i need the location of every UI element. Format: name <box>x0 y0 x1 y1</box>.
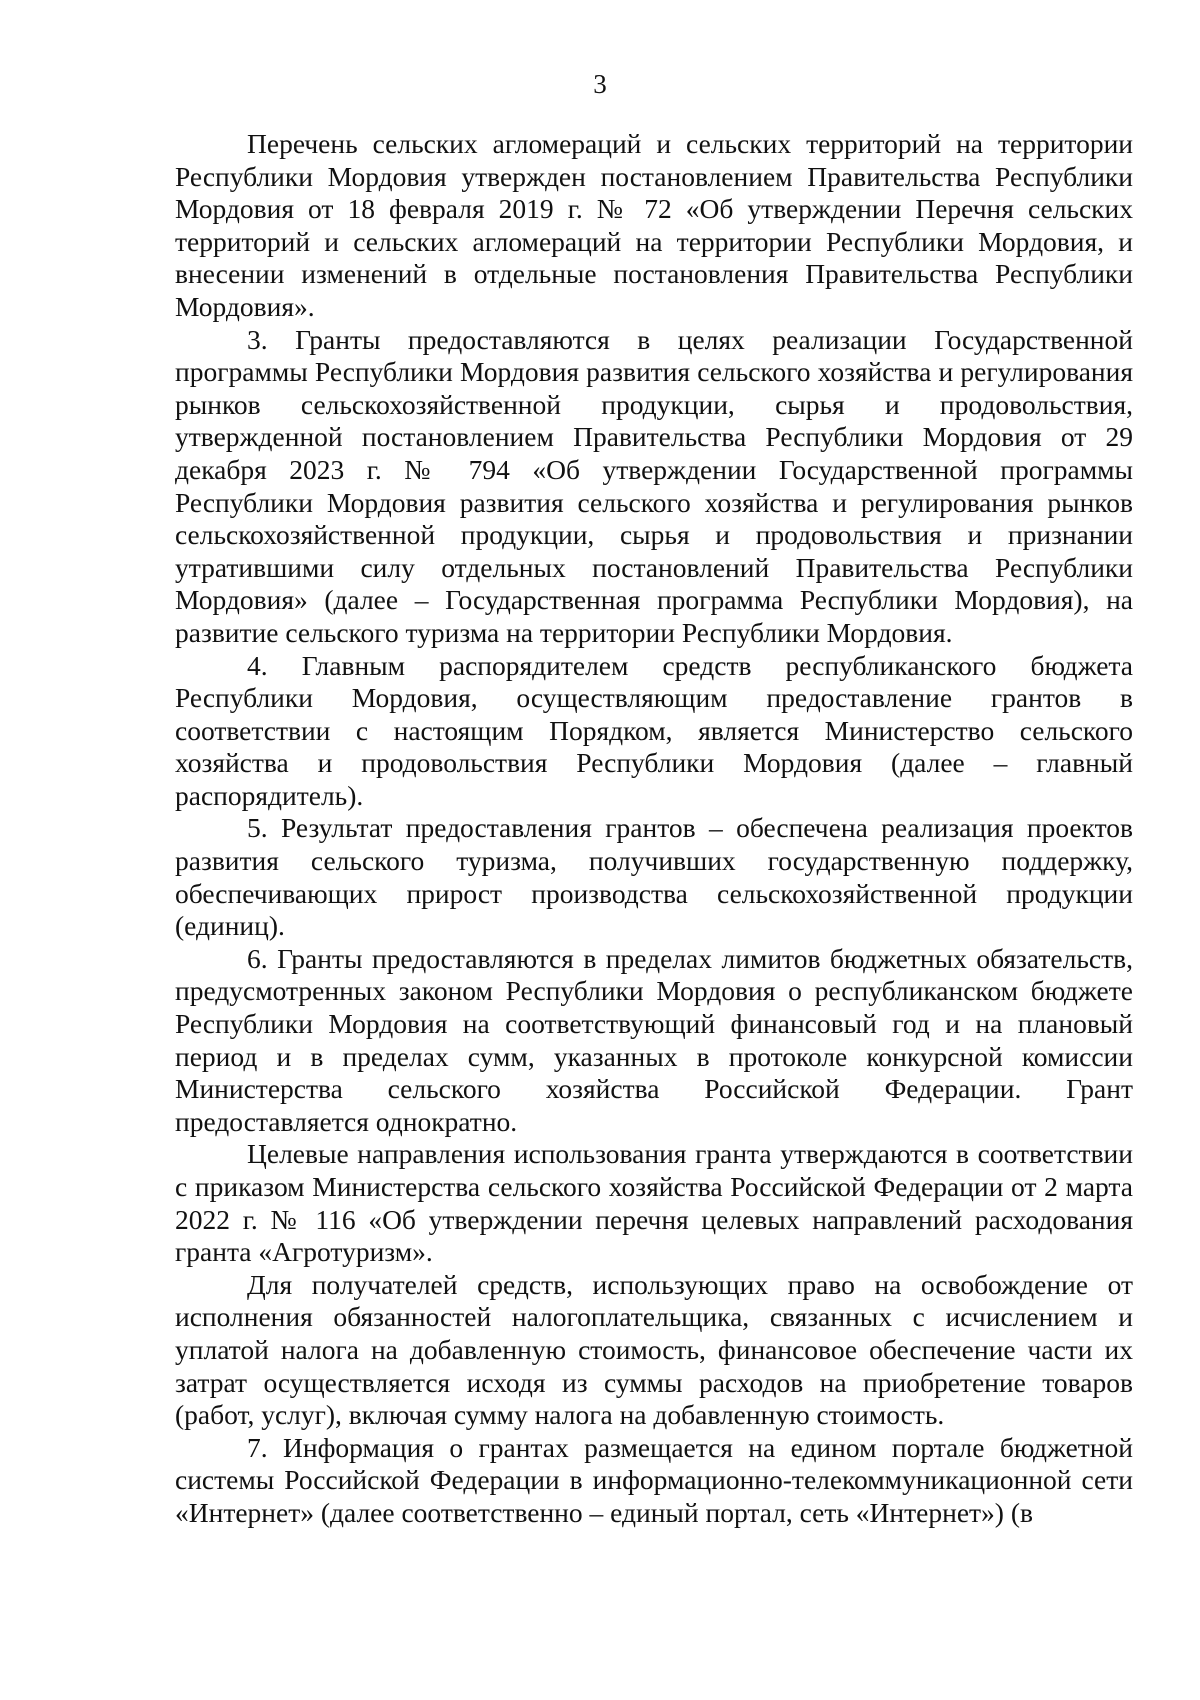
paragraph-3-grant-purpose: 3. Гранты предоставляются в целях реализации Государственной программы Республики Мордовия развития сельского хозяйства и регулирования рынков сельскохозяйственной продукции, сырья и продовольствия, утвержденной постановлением Правительства Республики Мордовия от 29 декабря 2023 г. № 794 «Об утверждении Государственной программы Республики Мордовия развития сельского хозяйства и регулирования рынков сельскохозяйственной продукции, сырья и продовольствия и признании утратившими силу отдельных постановлений Правительства Республики Мордовия» (далее – Государственная программа Республики Мордовия), на развитие сельского туризма на территории Республики Мордовия. <box>175 323 1133 648</box>
paragraph-agglomerations-list: Перечень сельских агломераций и сельских территорий на территории Республики Мордовия утвержден постановлением Правительства Республики Мордовия от 18 февраля 2019 г. № 72 «Об утверждении Перечня сельских территорий и сельских агломераций на территории Республики Мордовия, и внесении изменений в отдельные постановления Правительства Республики Мордовия». <box>175 128 1133 322</box>
paragraph-5-grant-result: 5. Результат предоставления грантов – обеспечена реализация проектов развития сельского туризма, получивших государственную поддержку, обеспечивающих прирост производства сельскохозяйственной продукции (единиц). <box>175 812 1133 942</box>
paragraph-vat-exemption: Для получателей средств, использующих право на освобождение от исполнения обязанностей налогоплательщика, связанных с исчислением и уплатой налога на добавленную стоимость, финансовое обеспечение части их затрат осуществляется исходя из суммы расходов на приобретение товаров (работ, услуг), включая сумму налога на добавленную стоимость. <box>175 1268 1133 1431</box>
paragraph-target-directions: Целевые направления использования гранта утверждаются в соответствии с приказом Министерства сельского хозяйства Российской Федерации от 2 марта 2022 г. № 116 «Об утверждении перечня целевых направлений расходования гранта «Агротуризм». <box>175 1138 1133 1268</box>
page-number: 3 <box>593 69 607 99</box>
paragraph-4-chief-administrator: 4. Главным распорядителем средств республиканского бюджета Республики Мордовия, осуществляющим предоставление грантов в соответствии с настоящим Порядком, является Министерство сельского хозяйства и продовольствия Республики Мордовия (далее – главный распорядитель). <box>175 649 1133 811</box>
paragraph-7-information-portal: 7. Информация о грантах размещается на едином портале бюджетной системы Российской Федерации в информационно-телекоммуникационной сети «Интернет» (далее соответственно – единый портал, сеть «Интернет») (в <box>175 1431 1133 1528</box>
paragraph-6-budget-limits: 6. Гранты предоставляются в пределах лимитов бюджетных обязательств, предусмотренных законом Республики Мордовия о республиканском бюджете Республики Мордовия на соответствующий финансовый год и на плановый период и в пределах сумм, указанных в протоколе конкурсной комиссии Министерства сельского хозяйства Российской Федерации. Грант предоставляется однократно. <box>175 942 1133 1137</box>
document-body <box>175 128 1133 1530</box>
